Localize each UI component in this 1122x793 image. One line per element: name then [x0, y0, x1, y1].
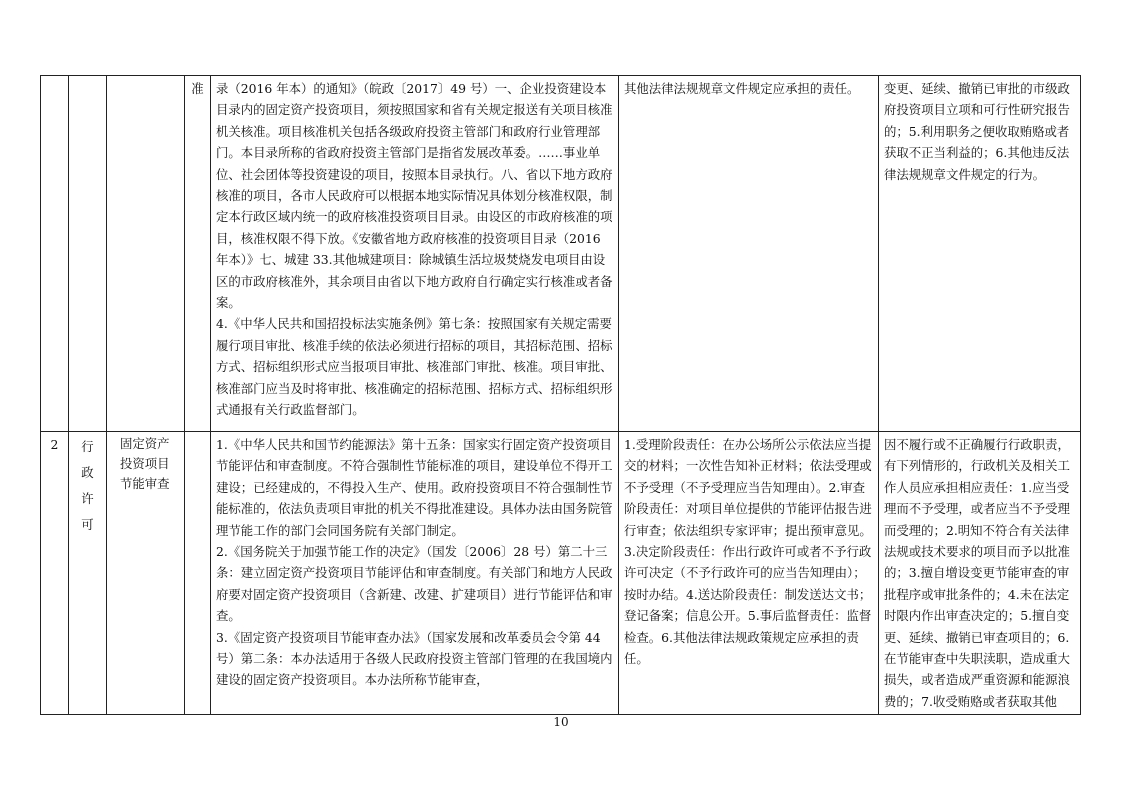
row-number: 2: [50, 437, 59, 452]
legal-basis-cell: [211, 76, 619, 432]
item-cell: [107, 76, 185, 432]
subitem-cell: [185, 432, 211, 715]
responsibility-text: 1.受理阶段责任：在办公场所公示依法应当提交的材料；一次性告知补正材料；依法受理或不予受理（不予受理应当告知理由）。2.审查阶段责任：对项目单位提供的节能评估报告进行审查；依法组织专家评审；提出预审意见。3.决定阶段责任：作出行政许可或者不予行政许可决定（不予行政许可的应当告知理由）；按时办结。4.送达阶段责任：制发送达文书；登记备案；信息公开。5.事后监督责任：监督检查。6.其他法律法规政策规定应承担的责任。: [624, 437, 872, 667]
category-text: 行政许可: [81, 439, 94, 532]
legal-basis-cell: [211, 432, 619, 715]
accountability-cell: [879, 76, 1081, 432]
legal-basis-paragraph: 4.《中华人民共和国招投标法实施条例》第七条：按照国家有关规定需要履行项目审批、核准手续的依法必须进行招标的项目，其招标范围、招标方式、招标组织形式应当报项目审批、核准部门审批、核准。项目审批、核准部门应当及时将审批、核准确定的招标范围、招标方式、招标组织形式通报有关行政监督部门。: [216, 316, 613, 418]
responsibility-cell: [619, 432, 879, 715]
accountability-text: 因不履行或不正确履行行政职责，有下列情形的，行政机关及相关工作人员应承担相应责任：1.应当受理而不予受理，或者应当不予受理而受理的；2.明知不符合有关法律法规或技术要求的项目而予以批准的；3.擅自增设变更节能审查的审批程序或审批条件的；4.未在法定时限内作出审查决定的；5.擅自变更、延续、撤销已审查项目的；6.在节能审查中失职渎职，造成重大损失，或者造成严重资源和能源浪费的；7.收受贿赂或者获取其他: [884, 437, 1070, 709]
legal-basis-paragraph: 3.《固定资产投资项目节能审查办法》（国家发展和改革委员会令第 44 号）第二条：本办法适用于各级人民政府投资主管部门管理的在我国境内建设的固定资产投资项目。本办法所称节能审查，: [216, 629, 613, 688]
responsibility-table: [40, 75, 1081, 715]
legal-basis-paragraph: 录（2016 年本）的通知》（皖政〔2017〕49 号）一、企业投资建设本目录内的固定资产投资项目，须按照国家和省有关规定报送有关项目核准机关核准。项目核准机关包括各级政府投资主管部门和政府行业管理部门。本目录所称的省政府投资主管部门是指省发展改革委。……事业单位、社会团体等投资建设的项目，按照本目录执行。八、省以下地方政府核准的项目，各市人民政府可以根据本地实际情况具体划分核准权限，制定本行政区域内统一的政府核准投资项目目录。由设区的市政府核准的项目，核准权限不得下放。《安徽省地方政府核准的投资项目目录（2016 年本）》七、城建 33.其他城建项目：除城镇生活垃圾焚烧发电项目由设区的市政府核准外，其余项目由省以下地方政府自行确定实行核准或者备案。: [216, 81, 613, 311]
accountability-cell: [879, 432, 1081, 715]
responsibility-text: 其他法律法规规章文件规定应承担的责任。: [624, 81, 860, 96]
item-text: 固定资产投资项目节能审查: [120, 436, 170, 491]
row-number-cell: [41, 432, 69, 715]
row-number-cell: [41, 76, 69, 432]
category-cell: [69, 432, 107, 715]
table-row: [41, 76, 1081, 432]
subitem-cell: [185, 76, 211, 432]
accountability-text: 变更、延续、撤销已审批的市级政府投资项目立项和可行性研究报告的；5.利用职务之便收取贿赂或者获取不正当利益的；6.其他违反法律法规规章文件规定的行为。: [884, 81, 1070, 182]
table-row: [41, 432, 1081, 715]
legal-basis-paragraph: 1.《中华人民共和国节约能源法》第十五条：国家实行固定资产投资项目节能评估和审查制度。不符合强制性节能标准的项目，建设单位不得开工建设；已经建成的，不得投入生产、使用。政府投资项目不符合强制性节能标准的，依法负责项目审批的机关不得批准建设。具体办法由国务院管理节能工作的部门会同国务院有关部门制定。: [216, 437, 613, 538]
legal-basis-paragraph: 2.《国务院关于加强节能工作的决定》（国发〔2006〕28 号）第二十三条：建立固定资产投资项目节能评估和审查制度。有关部门和地方人民政府要对固定资产投资项目（含新建、改建、扩建项目）进行节能评估和审查。: [216, 544, 613, 624]
item-cell: [107, 432, 185, 715]
category-cell: [69, 76, 107, 432]
subitem-fragment: 准: [191, 81, 204, 96]
page-number: 10: [553, 715, 569, 729]
responsibility-cell: [619, 76, 879, 432]
